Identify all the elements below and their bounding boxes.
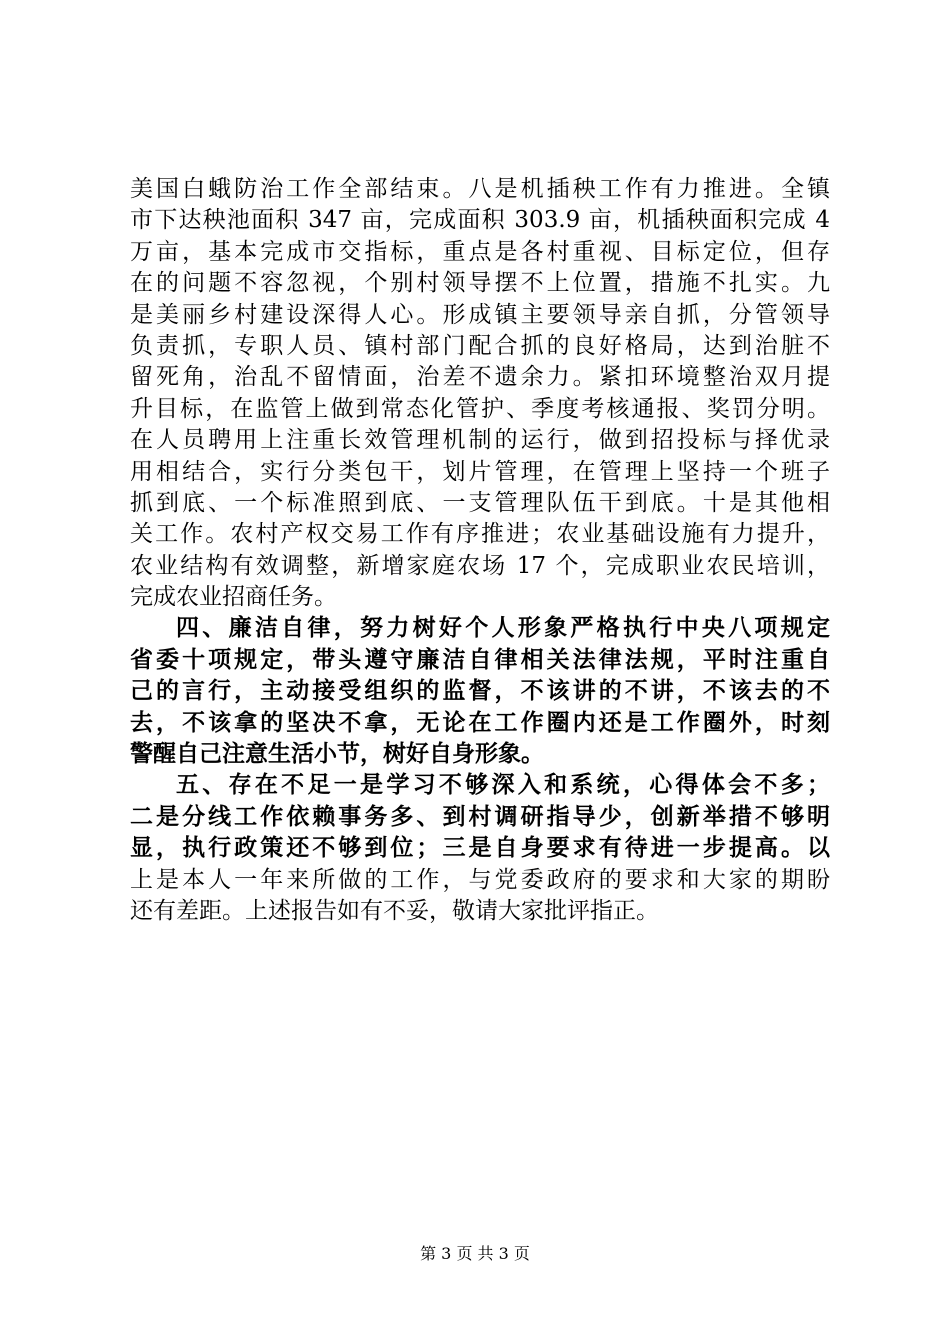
text-line: 二是分线工作依赖事务多、到村调研指导少，创新举措不够明	[130, 803, 830, 830]
document-body	[130, 174, 830, 927]
text-line: 还有差距。上述报告如有不妥，敬请大家批评指正。	[130, 897, 659, 924]
text-line: 留死角，治乱不留情面，治差不遗余力。紧扣环境整治双月提	[130, 364, 830, 391]
text-line: 抓到底、一个标准照到底、一支管理队伍干到底。十是其他相	[130, 489, 830, 516]
page-number: 第 3 页 共 3 页	[420, 1244, 530, 1263]
paragraph-integrity	[130, 613, 830, 770]
text-line: 万亩，基本完成市交指标，重点是各村重视、目标定位，但存	[130, 238, 830, 265]
text-line: 上是本人一年来所做的工作，与党委政府的要求和大家的期盼	[130, 866, 830, 893]
text-line: 己的言行，主动接受组织的监督，不该讲的不讲，不该去的不	[130, 678, 830, 705]
text-line: 农业结构有效调整，新增家庭农场 17 个，完成职业农民培训，	[130, 552, 830, 579]
text-line: 关工作。农村产权交易工作有序推进；农业基础设施有力提升，	[130, 521, 830, 548]
page-footer	[0, 1244, 950, 1264]
text-line: 美国白蛾防治工作全部结束。八是机插秧工作有力推进。全镇	[130, 176, 830, 202]
section-heading-line: 四、廉洁自律，努力树好个人形象严格执行中央八项规定	[176, 615, 830, 642]
text-line: 去，不该拿的坚决不拿，无论在工作圈内还是工作圈外，时刻	[130, 709, 830, 736]
text-line: 在的问题不容忽视，个别村领导摆不上位置，措施不扎实。九	[130, 270, 830, 297]
text-line: 市下达秧池面积 347 亩，完成面积 303.9 亩，机插秧面积完成 4	[130, 207, 830, 234]
text-line: 负责抓，专职人员、镇村部门配合抓的良好格局，达到治脏不	[130, 332, 830, 359]
text-line: 在人员聘用上注重长效管理机制的运行，做到招投标与择优录	[130, 427, 830, 454]
text-line: 用相结合，实行分类包干，划片管理，在管理上坚持一个班子	[130, 458, 830, 485]
text-line: 省委十项规定，带头遵守廉洁自律相关法律法规，平时注重自	[130, 646, 830, 673]
text-line: 是美丽乡村建设深得人心。形成镇主要领导亲自抓，分管领导	[130, 301, 830, 328]
section-heading-line: 五、存在不足一是学习不够深入和系统，心得体会不多；	[176, 772, 830, 799]
text-line: 升目标，在监管上做到常态化管护、季度考核通报、奖罚分明。	[130, 395, 830, 422]
paragraph-shortcomings	[130, 770, 830, 927]
paragraph-work-items	[130, 174, 830, 613]
text-line: 完成农业招商任务。	[130, 584, 337, 611]
text-line: 警醒自己注意生活小节，树好自身形象。	[130, 741, 544, 768]
text-line: 显，执行政策还不够到位；三是自身要求有待进一步提高。以	[130, 835, 830, 862]
